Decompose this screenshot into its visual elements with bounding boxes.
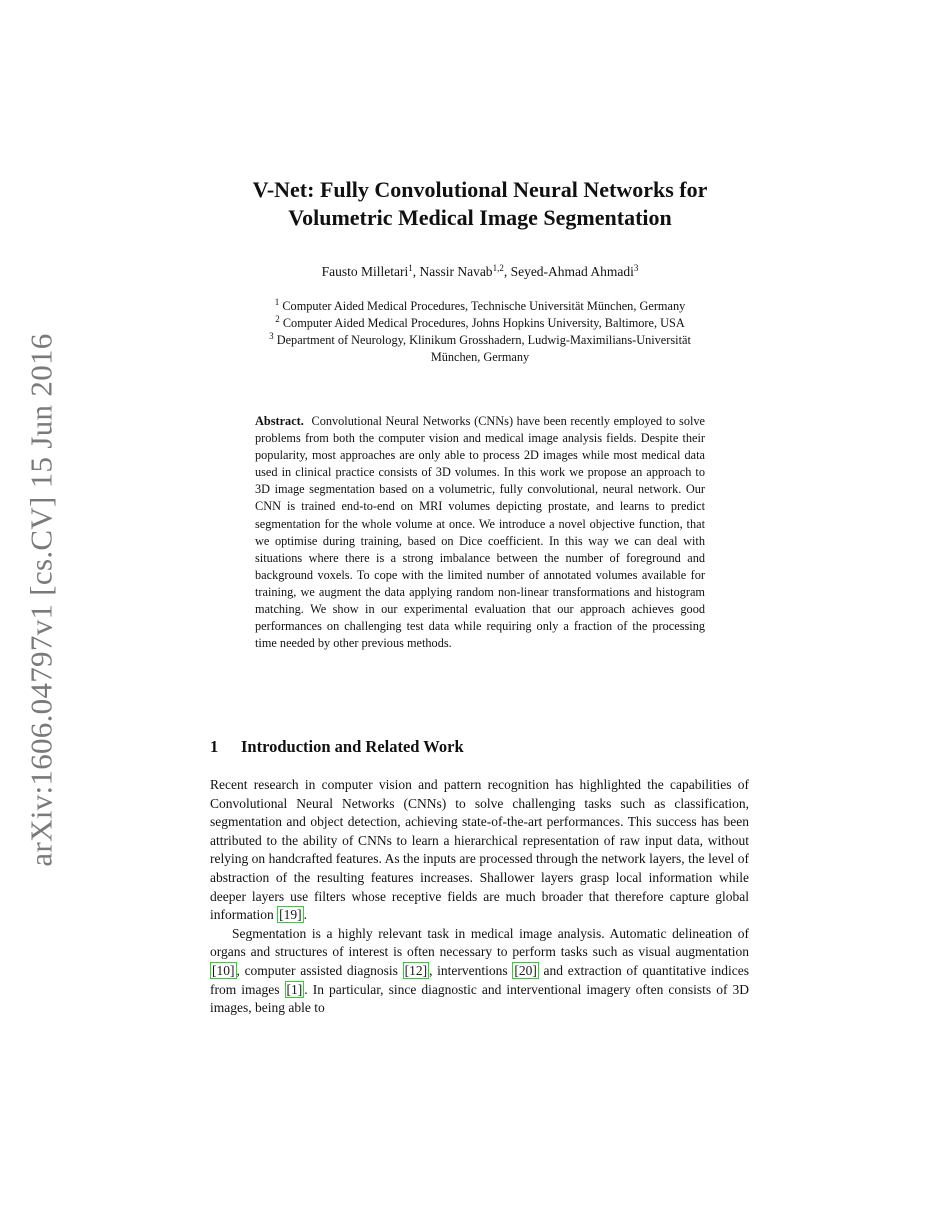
affiliation-text: Department of Neurology, Klinikum Grosshadern, Ludwig-Maximilians-Universität [276,333,691,347]
author-name: Seyed-Ahmad Ahmadi [510,264,634,279]
abstract-text: Convolutional Neural Networks (CNNs) have been recently employed to solve problems from both the computer vision and medical image analysis fields. Despite their popularity, most approaches are only able to process 2D images while most medical data used in clinical practice consists of 3D volumes. In this work we propose an approach to 3D image segmentation based on a volumetric, fully convolutional, neural network. Our CNN is trained end-to-end on MRI volumes depicting prostate, and learns to predict segmentation for the whole volume at once. We introduce a novel objective function, that we optimise during training, based on Dice coefficient. In this way we can deal with situations where there is a strong imbalance between the number of foreground and background voxels. To cope with the limited number of annotated volumes available for training, we augment the data applying random non-linear transformations and histogram matching. We show in our experimental evaluation that our approach achieves good performances on challenging test data while requiring only a fraction of the processing time needed by other previous methods. [255,414,705,651]
paragraph-text: . [303,907,307,923]
arxiv-identifier-stamp [22,330,62,870]
affiliation-mark: 3 [269,331,274,341]
affiliation-mark: 1 [274,297,280,307]
paragraph-text: . In particular, since diagnostic and interventional imagery often consists of 3D images, being able to [210,981,749,1016]
affiliation-text: Computer Aided Medical Procedures, Johns Hopkins University, Baltimore, USA [282,316,685,330]
citation-link[interactable]: [1] [286,981,303,997]
citation-link[interactable]: [12] [404,962,428,978]
affiliation-line [205,332,755,349]
author-affil-mark: 3 [633,263,639,273]
section-number: 1 [210,737,219,756]
citation-link[interactable]: [10] [212,962,235,978]
paper-title [180,176,780,232]
section-heading [210,736,464,758]
affiliation-line [205,298,755,315]
abstract [255,413,705,652]
paragraph [210,776,749,925]
title-line-2: Volumetric Medical Image Segmentation [288,205,672,230]
affiliation-mark: 2 [275,314,280,324]
author-list: Fausto Milletari$^1$, Nassir Navab$^{1,2}$, Seyed-Ahmad Ahmadi$^3$ [321,263,639,279]
affiliation-text: Computer Aided Medical Procedures, Technische Universität München, Germany [282,299,686,313]
paragraph-text: Recent research in computer vision and pattern recognition has highlighted the capabilities of Convolutional Neural Networks (CNNs) to solve challenging tasks such as classification, segmentation and object detection, achieving state-of-the-art performances. This success has been attributed to the ability of CNNs to learn a hierarchical representation of raw input data, without relying on handcrafted features. As the inputs are processed through the network layers, the level of abstraction of the resulting features increases. Shallower layers grasp local information while deeper layers use filters whose receptive fields are much broader that therefore capture global information [210,777,749,923]
paragraph-text: and extraction of quantitative indices from images [210,962,749,997]
citation-link[interactable]: [20] [514,962,537,978]
citation-link[interactable]: [19] [279,907,302,923]
abstract-label: Abstract. [255,414,304,428]
paragraph-text: Segmentation is a highly relevant task in medical image analysis. Automatic delineation of organs and structures of interest is often necessary to perform tasks such as visual augmentation [210,925,749,960]
introduction-body [210,776,749,1018]
author-affil-mark: 1,2 [492,263,504,273]
paragraph-text: , computer assisted diagnosis [236,962,403,978]
title-line-1: V-Net: Fully Convolutional Neural Networks for [252,177,708,202]
section-title: Introduction and Related Work [241,737,464,756]
author-name: Fausto Milletari [321,264,409,279]
author-name: Nassir Navab [419,264,493,279]
affiliation-list [205,298,755,366]
arxiv-id-text: arXiv:1606.04797v1 [cs.CV] 15 Jun 2016 [24,333,60,867]
author-affil-mark: 1 [408,263,413,273]
paragraph [210,925,749,1018]
paragraph-text: , interventions [429,962,513,978]
affiliation-continuation: München, Germany [430,350,530,364]
affiliation-line [205,315,755,332]
